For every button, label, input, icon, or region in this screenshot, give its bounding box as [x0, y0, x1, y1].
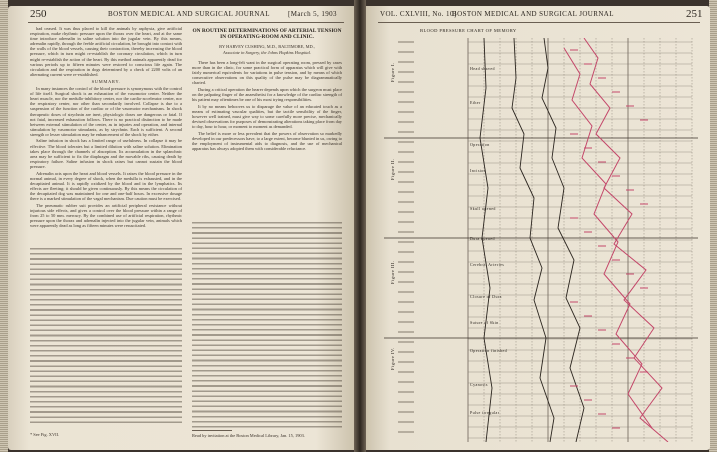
chart-annotation: Dura opened [470, 236, 495, 241]
chart-annotation: Cerebral Arteries [470, 262, 505, 267]
left-page-number: 250 [30, 8, 47, 20]
left-header-rule [28, 22, 344, 23]
book-gutter [354, 0, 366, 452]
article-title: ON ROUTINE DETERMINATIONS OF ARTERIAL TENSION IN OPERATING-ROOM AND CLINIC. [192, 28, 342, 41]
right-volume-number: VOL. CXLVIII, No. 10] [380, 10, 457, 18]
figure-label-2: Figure II. [390, 158, 395, 180]
chart-annotation: Suture of Skin [470, 320, 499, 325]
right-footnote-rule [192, 430, 232, 431]
right-running-head: BOSTON MEDICAL AND SURGICAL JOURNAL [452, 10, 614, 18]
chart-annotation: Operation [470, 142, 490, 147]
page-edges-left [0, 0, 8, 452]
chart-annotation: Head shaved [470, 66, 495, 71]
page-edges-right [709, 0, 717, 452]
left-column-text-lines [30, 248, 182, 426]
left-footnote: * See Fig. XVII. [30, 432, 60, 437]
figure-label-3: Figure III. [390, 260, 395, 284]
right-column-text-lines [192, 222, 342, 428]
chart-annotation: Ether [470, 100, 481, 105]
left-issue-date: [March 5, 1903 [288, 10, 337, 18]
right-paragraph: The belief is more or less prevalent that the powers of observation so markedly developed in our predecessors have, to a large extent, become blunted in us, owing to the employment of instrumental aids to diagnosis, and the use of mechanical apparatus has always adopted them with considerable reluctance. [192, 130, 342, 151]
left-paragraph: Adrenalin acts upon the heart and blood vessels. It raises the blood pressure in the normal animal, in every degree of shock, when the medulla is exhausted, and in the decapitated animal. It is rapidly oxidized by the blood and in the lymphatics. Its effects are fleeting; it should be given continuously. By this means the circulation of the decapitated dog was maintained for one and one-half hours. In excessive dosage there is a marked stimulation of the vagal mechanism. Due caution must be exercised. [30, 170, 182, 201]
article-author: BY HARVEY CUSHING, M.D., BALTIMORE, MD., [219, 44, 315, 49]
chart-annotation: Operation finished [470, 348, 508, 353]
chart-header: BLOOD PRESSURE CHART OF MEMORY [420, 28, 517, 33]
blood-pressure-chart [384, 38, 698, 442]
left-paragraph: The pneumatic rubber suit provides an artificial peripheral resistance without injurious side effects, and gives a control over the blood pressure within a range of from 25 to 50 mm. mercury. By the combined use of artificial respiration, rhythmic pressure upon the thorax and adrenalin injected into the jugular vein, animals which were apparently dead as long as fifteen minutes were resuscitated. [30, 202, 182, 228]
summary-heading: SUMMARY. [91, 78, 121, 84]
chart-annotation: Cyanosis [470, 382, 488, 387]
right-footnote: Read by invitation at the Boston Medical Library, Jan. 15, 1903. [192, 433, 305, 438]
left-running-head: BOSTON MEDICAL AND SURGICAL JOURNAL [108, 10, 270, 18]
left-paragraph: Saline infusion in shock has a limited range of usefulness. In collapse it may be effective. The blood tolerates but a limited dilution with saline solution. Elimination takes place through the channels of absorption. Its accumulation in the splanchnic area may be sufficient to fix the diaphragm and the movable ribs, causing death by respiratory failure. Saline infusion in shock raises but cannot sustain the blood pressure. [30, 138, 182, 169]
right-page-number: 251 [686, 8, 703, 20]
figure-label-1: Figure I. [390, 62, 395, 82]
left-paragraph: In many instances the control of the blood pressure is synonymous with the control of life itself. Surgical shock is an exhaustion of the vasomotor center. Neither the heart muscle, nor the medullo-inhibitory center, nor the cardio-accelerator center, nor the respiratory center, nor other than secondarily involved. Collapse is due to a suspension of the function of the cardiac or of the vasomotor mechanisms. In shock therapeutic doses of strychnin are inert, physiologic doses are dangerous or fatal. If not fatal, increased exhaustion follows. There is no practical distinction to be made between external stimulation of the center, as in injuries and operation, and internal stimulation by vasomotor stimulants, as by strychnin. Each is sufficient. A second strength or lesser stimulation may be enhancement of the shock by either. [30, 86, 182, 137]
figure-label-4: Figure IV. [390, 347, 395, 370]
right-paragraph: During a critical operation the hearer depends upon which the surgeon must place on the palpating finger of the anaesthetist for a knowledge of the cardiac strength of his patient may oftentimes be one of his most trying responsibilities. [192, 86, 342, 103]
left-paragraph: had ceased. It was thus placed to kill the animals by asphyxia, give artificial respiration, make rhythmic pressure upon the thorax over the heart, and at the same time introduce adrenalin in saline solution into the jugular vein. By this means, adrenalin rapidly, through the feeble artificial circulation, be brought into contact with the walls of the blood vessels, causing their contraction, thereby increasing the blood pressure, which in turn might re-establish the coronary circulation, which in turn might re-establish the action of the heart. By this method animals apparently dead for various periods up to fifteen minutes were restored to conscious life again. The circulation and the respiration in dogs determined by a check of 2200 volts of an alternating current were re-established. [30, 26, 182, 77]
chart-annotation: Incision [470, 168, 487, 173]
chart-annotation: Pulse irregular [470, 410, 500, 415]
right-paragraph: It by no means behooves us to disparage the value of an educated touch as a means of estimating vascular qualities, but the tactile sensibility of the finger, however well trained, must give way to some carefully more precise, mechanically devised observations for purposes of demonstrating alterations taking place from day to day, hour to hour, or moment to moment as demanded. [192, 103, 342, 130]
chart-annotation: Skull opened [470, 206, 496, 211]
right-paragraph: There has been a long-felt want in the surgical operating room, pressed by cases more than in the clinic, for some practical form of apparatus which will give with fairly numerical equivalents for variations in pulse tension, and by means of which consecutive observations on this quality of the pulse may be diagrammatically charted. [192, 60, 342, 86]
chart-annotation: Closure of Dura [470, 294, 502, 299]
right-column [192, 60, 342, 220]
right-header-rule [378, 22, 700, 23]
article-affiliation: Associate in Surgery, the Johns Hopkins Hospital. [223, 50, 311, 55]
